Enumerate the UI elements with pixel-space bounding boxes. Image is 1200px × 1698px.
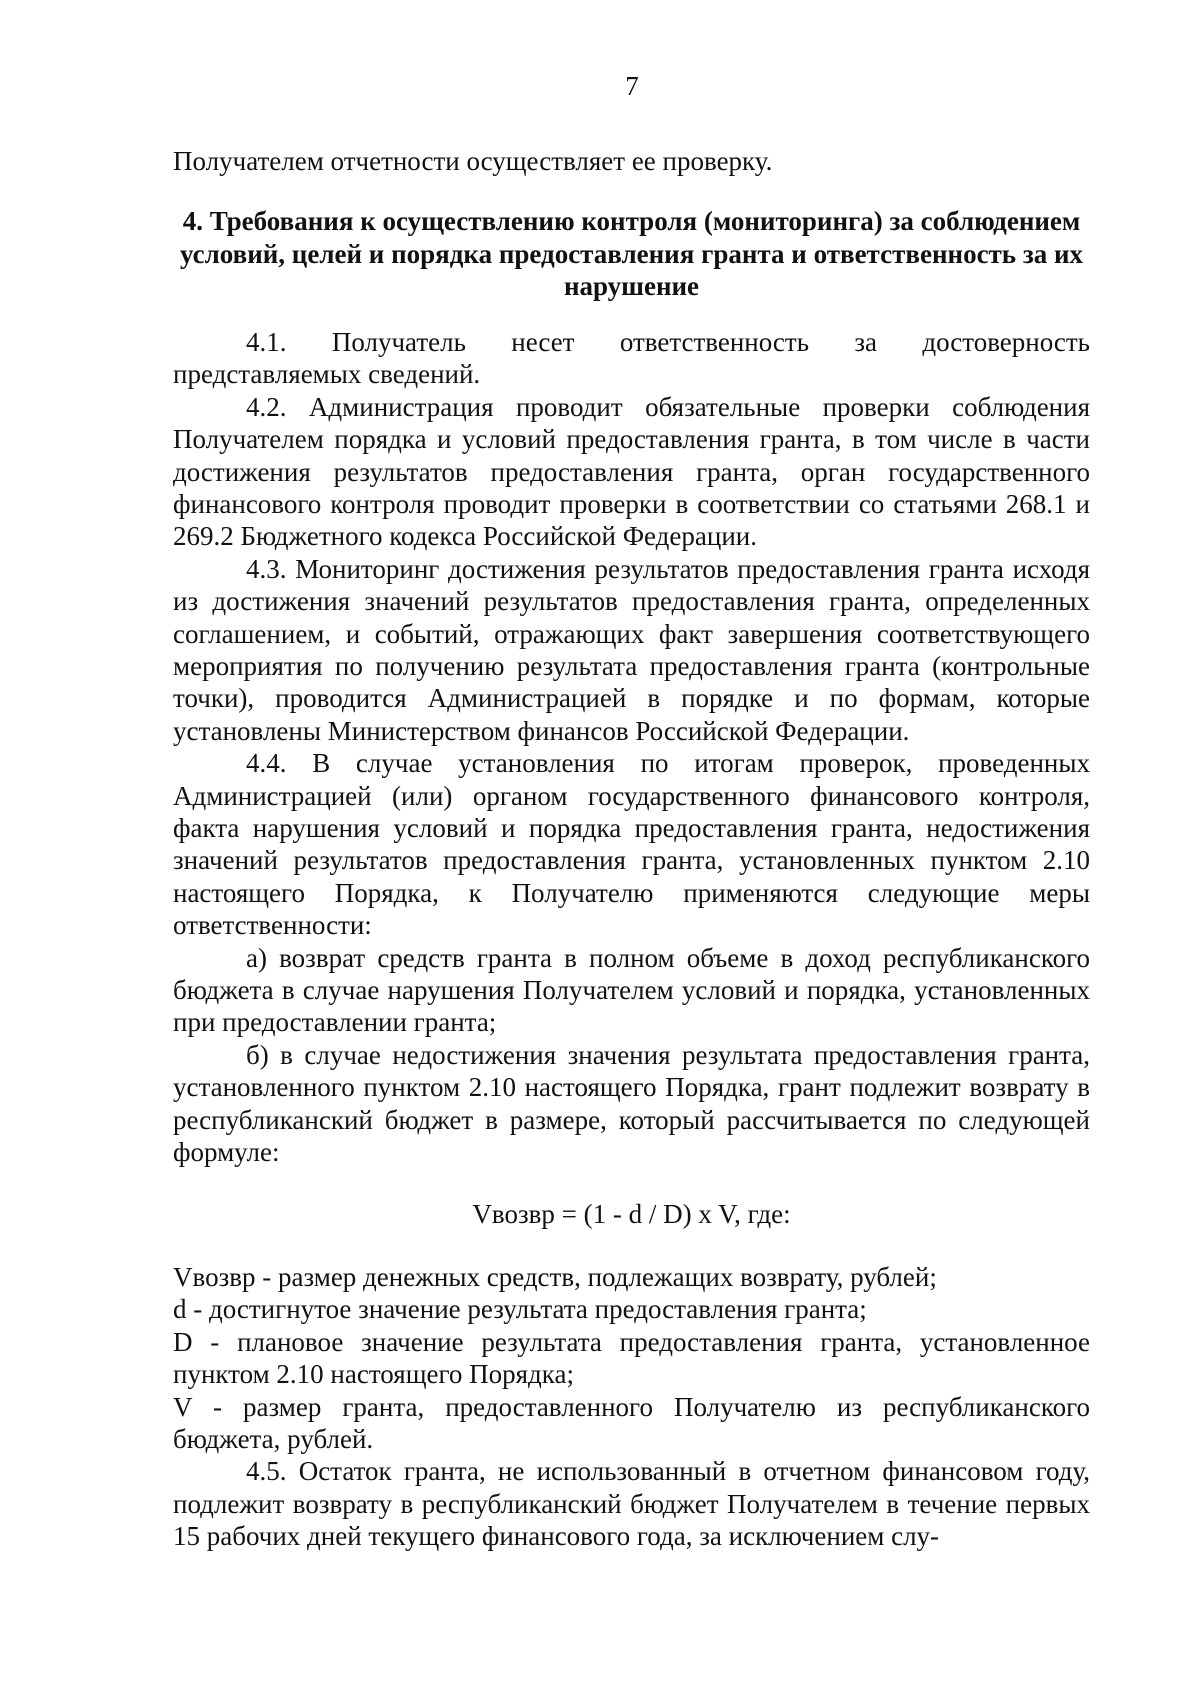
paragraph-4-3: 4.3. Мониторинг достижения результатов предоставления гранта исходя из достижения значений результатов предоставления гранта, определенных соглашением, и событий, отражающих факт завершения соответствующего мероприятия по получению результата предоставления гранта (контрольные точки), проводится Администрацией в порядке и по формам, которые установлены Министерством финансов Российской Федерации. — [173, 553, 1090, 746]
paragraph-4-2: 4.2. Администрация проводит обязательные проверки соблюдения Получателем порядка и условий предоставления гранта, в том числе в части достижения результатов предоставления гранта, орган государственного финансового контроля проводит проверки в соответствии со статьями 268.1 и 269.2 Бюджетного кодекса Российской Федерации. — [173, 391, 1090, 552]
definition-d-big: D - плановое значение результата предоставления гранта, установленное пунктом 2.10 настоящего Порядка; — [173, 1326, 1090, 1390]
section-heading: 4. Требования к осуществлению контроля (мониторинга) за соблюдением условий, целей и порядка предоставления гранта и ответственность за их нарушение — [179, 206, 1083, 302]
definition-v: V - размер гранта, предоставленного Получателю из республиканского бюджета, рублей. — [173, 1391, 1090, 1454]
intro-line: Получателем отчетности осуществляет ее проверку. — [173, 146, 773, 176]
paragraph-4-1: 4.1. Получатель несет ответственность за достоверность представляемых сведений. — [173, 326, 1090, 390]
paragraph-4-4-a: а) возврат средств гранта в полном объеме в доход республиканского бюджета в случае нарушения Получателем условий и порядка, установленных при предоставлении гранта; — [173, 942, 1090, 1038]
paragraph-4-4: 4.4. В случае установления по итогам проверок, проведенных Администрацией (или) органом государственного финансового контроля, факта нарушения условий и порядка предоставления гранта, недостижения значений результатов предоставления гранта, установленных пунктом 2.10 настоящего Порядка, к Получателю применяются следующие меры ответственности: — [173, 748, 1090, 941]
definition-vvozvr: Vвозвр - размер денежных средств, подлежащих возврату, рублей; — [173, 1261, 937, 1292]
formula: Vвозвр = (1 - d / D) x V, где: — [472, 1199, 791, 1230]
definition-d-small: d - достигнутое значение результата предоставления гранта; — [173, 1294, 867, 1325]
page-number: 7 — [625, 71, 639, 101]
paragraph-4-5: 4.5. Остаток гранта, не использованный в отчетном финансовом году, подлежит возврату в республиканский бюджет Получателем в течение первых 15 рабочих дней текущего финансового года, за исключением слу- — [173, 1456, 1090, 1552]
paragraph-4-4-b: б) в случае недостижения значения результата предоставления гранта, установленного пунктом 2.10 настоящего Порядка, грант подлежит возврату в республиканский бюджет в размере, который рассчитывается по следующей формуле: — [173, 1039, 1090, 1168]
document-body — [173, 145, 1090, 1553]
